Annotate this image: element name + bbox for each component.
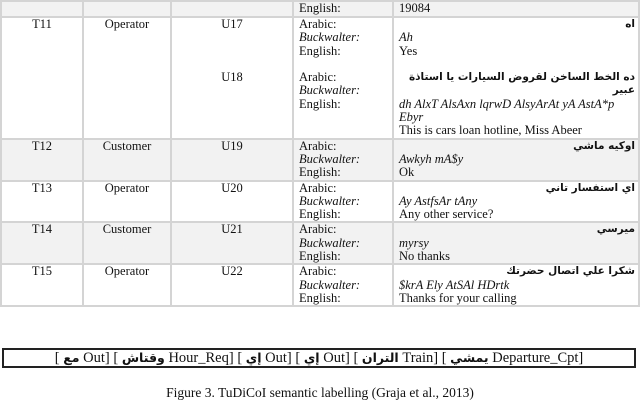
value-cell — [393, 264, 639, 306]
value-cell — [393, 181, 639, 223]
label-segment: [ إي Out] — [237, 350, 292, 366]
utterance-cell: U22 — [171, 264, 293, 306]
english-label: English: — [299, 249, 341, 264]
speaker-cell: Customer — [83, 222, 171, 264]
table-row — [1, 264, 639, 306]
english-label: English: — [299, 165, 341, 180]
semantic-labelling-box — [2, 348, 636, 368]
arabic-text: ميرسي — [596, 223, 635, 236]
turn-cell: T11 — [1, 17, 83, 139]
buckwalter-label: Buckwalter: — [299, 277, 361, 292]
label-segment: [ مع Out] — [54, 350, 110, 366]
utterance-cell — [171, 17, 293, 139]
buckwalter-label: Buckwalter: — [299, 193, 361, 208]
label-cell — [293, 222, 393, 264]
arabic-text: شكرا علي اتصال حضرتك — [506, 265, 635, 278]
speaker-cell: Operator — [83, 17, 171, 139]
buckwalter-text: $krA Ely AtSAl HDrtk — [399, 277, 510, 292]
turn-cell: T15 — [1, 264, 83, 306]
utterance-id: U18 — [221, 70, 243, 85]
buckwalter-text: Ay AstfsAr tAny — [399, 193, 478, 208]
turn-cell: T13 — [1, 181, 83, 223]
arabic-label: Arabic: — [299, 138, 337, 153]
buckwalter-label: Buckwalter: — [299, 83, 361, 98]
arabic-label: Arabic: — [299, 264, 337, 279]
turn-cell: T14 — [1, 222, 83, 264]
table-row — [1, 222, 639, 264]
label-segment: [ وقتاش Hour_Req] — [113, 350, 234, 366]
value-cell — [393, 222, 639, 264]
english-text: Yes — [399, 43, 418, 58]
arabic-label: Arabic: — [299, 17, 337, 31]
speaker-cell — [83, 1, 171, 17]
arabic-text: اي استفسار تاني — [545, 181, 635, 194]
english-text: Any other service? — [399, 207, 494, 222]
buckwalter-text: Ah — [399, 30, 413, 45]
english-text: No thanks — [399, 249, 451, 264]
utterance-cell: U19 — [171, 139, 293, 181]
arabic-text: اوكيه ماشي — [573, 139, 635, 152]
buckwalter-text: myrsy — [399, 235, 429, 250]
value-cell — [393, 17, 639, 139]
table-row — [1, 17, 639, 139]
speaker-cell: Operator — [83, 181, 171, 223]
buckwalter-text: dh AlxT AlsAxn lqrwD AlsyArAt yA AstA*p Ebyr — [399, 96, 615, 125]
label-cell — [293, 139, 393, 181]
table-row — [1, 181, 639, 223]
buckwalter-text: Awkyh mA$y — [399, 151, 464, 166]
buckwalter-label: Buckwalter: — [299, 235, 361, 250]
turn-cell: T12 — [1, 139, 83, 181]
table-row-partial — [1, 1, 639, 17]
arabic-label: Arabic: — [299, 180, 337, 195]
english-label: English: — [299, 43, 341, 58]
english-label: English: — [299, 1, 341, 15]
english-label: English: — [299, 290, 341, 305]
label-cell — [293, 181, 393, 223]
figure-caption: Figure 3. TuDiCoI semantic labelling (Graja et al., 2013) — [166, 385, 474, 400]
utterance-cell: U20 — [171, 181, 293, 223]
english-text: This is cars loan hotline, Miss Abeer — [399, 123, 582, 138]
utterance-id: U17 — [221, 17, 243, 31]
arabic-label: Arabic: — [299, 222, 337, 237]
speaker-cell: Customer — [83, 139, 171, 181]
label-segment: [ إي Out] — [295, 350, 350, 366]
value-cell — [393, 1, 639, 17]
english-value: 19084 — [399, 1, 431, 15]
utterance-cell: U21 — [171, 222, 293, 264]
utterance-cell — [171, 1, 293, 17]
english-label: English: — [299, 96, 341, 111]
turn-cell — [1, 1, 83, 17]
speaker-cell: Operator — [83, 264, 171, 306]
english-text: Thanks for your calling — [399, 290, 517, 305]
label-cell — [293, 17, 393, 139]
table-row — [1, 139, 639, 181]
label-segment: [ التران Train] — [353, 350, 439, 366]
english-text: Ok — [399, 165, 415, 180]
english-label: English: — [299, 207, 341, 222]
value-cell — [393, 139, 639, 181]
label-cell — [293, 264, 393, 306]
buckwalter-label: Buckwalter: — [299, 30, 361, 45]
label-cell — [293, 1, 393, 17]
arabic-text: ده الخط الساخن لقروض السيارات يا استاذة عبير — [408, 71, 635, 97]
arabic-text: اه — [625, 18, 635, 30]
arabic-label: Arabic: — [299, 70, 337, 85]
buckwalter-label: Buckwalter: — [299, 151, 361, 166]
label-segment: [ يمشي Departure_Cpt] — [441, 350, 584, 366]
